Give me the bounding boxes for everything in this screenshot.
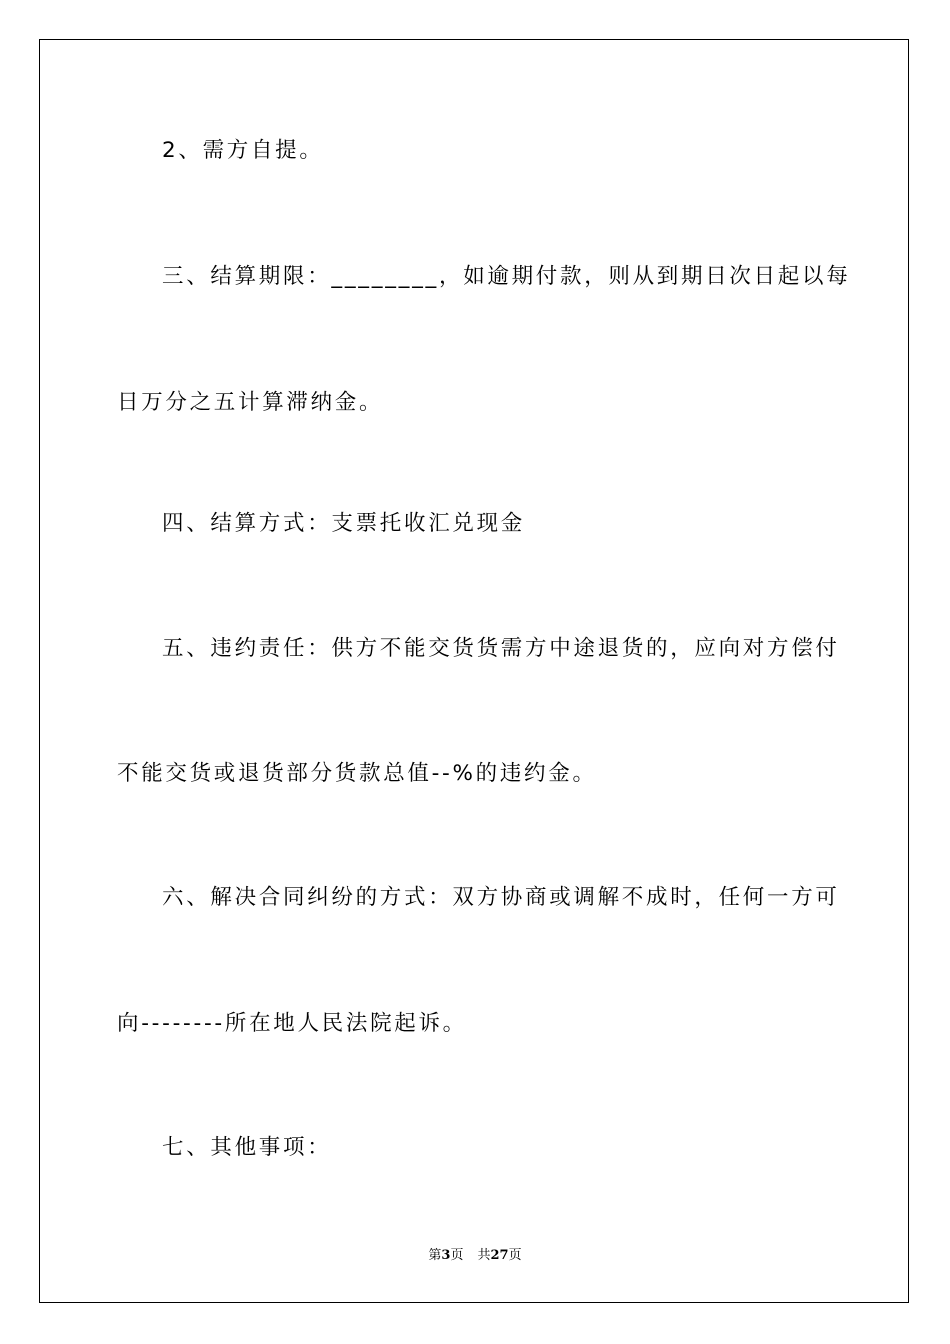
paragraph-settlement-method: 四、结算方式：支票托收汇兑现金: [162, 511, 526, 536]
paragraph-settlement-term-continued: 日万分之五计算滞纳金。: [117, 390, 384, 415]
paragraph-dispute-resolution: 六、解决合同纠纷的方式：双方协商或调解不成时，任何一方可: [162, 885, 840, 910]
paragraph-breach-liability: 五、违约责任：供方不能交货货需方中途退货的，应向对方偿付: [162, 636, 840, 661]
paragraph-breach-liability-continued: 不能交货或退货部分货款总值--%的违约金。: [117, 761, 597, 786]
footer-page-total: 27: [490, 1248, 509, 1263]
paragraph-other-matters: 七、其他事项：: [162, 1135, 332, 1160]
footer-total-prefix: 共: [477, 1248, 491, 1263]
footer-total-suffix: 页: [508, 1248, 522, 1263]
footer-page-prefix: 第: [428, 1248, 442, 1263]
paragraph-dispute-resolution-continued: 向--------所在地人民法院起诉。: [117, 1011, 467, 1036]
paragraph-self-pickup: 2、需方自提。: [162, 138, 324, 163]
footer-page-suffix: 页: [450, 1248, 464, 1263]
page-footer: [0, 1247, 950, 1265]
paragraph-settlement-term: 三、结算期限：________，如逾期付款，则从到期日次日起以每: [162, 264, 851, 289]
footer-page-current: 3: [441, 1248, 451, 1263]
page-border: [39, 39, 909, 1303]
